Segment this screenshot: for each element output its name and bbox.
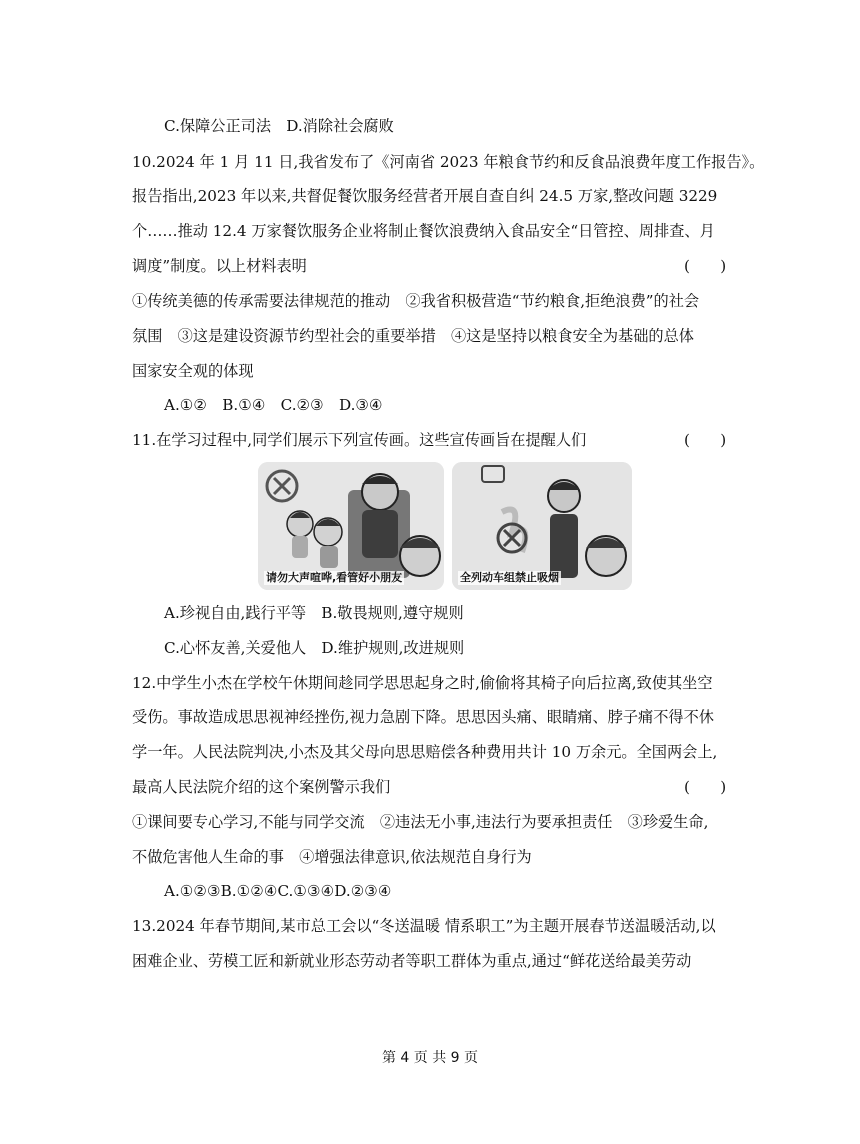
q10-options: A.①② B.①④ C.②③ D.③④: [164, 396, 383, 414]
q12-stem-line-3: 学一年。人民法院判决,小杰及其父母向思思赔偿各种费用共计 10 万余元。全国两会上,: [132, 743, 718, 761]
q10-statement-line-2: 氛围 ③这是建设资源节约型社会的重要举措 ④这是坚持以粮食安全为基础的总体: [132, 327, 694, 345]
q11-options-ab: A.珍视自由,践行平等 B.敬畏规则,遵守规则: [164, 604, 464, 622]
q12-options: A.①②③B.①②④C.①③④D.②③④: [164, 882, 392, 900]
q10-statement-line-3: 国家安全观的体现: [132, 362, 254, 380]
q12-stem-line-4: 最高人民法院介绍的这个案例警示我们: [132, 778, 391, 796]
poster-no-smoking-caption: 全列动车组禁止吸烟: [460, 571, 559, 584]
poster-no-smoking-image: [452, 462, 632, 590]
q12-answer-bracket: ( ): [684, 778, 727, 796]
q10-stem-line-3: 个……推动 12.4 万家餐饮服务企业将制止餐饮浪费纳入食品安全“日管控、周排查、月: [132, 222, 715, 240]
q10-stem-line-2: 报告指出,2023 年以来,共督促餐饮服务经营者开展自查自纠 24.5 万家,整改问题 3229: [132, 187, 718, 205]
page-footer: 第 4 页 共 9 页: [381, 1050, 479, 1066]
q9-options-cd: C.保障公正司法 D.消除社会腐败: [164, 117, 394, 135]
q11-options-cd: C.心怀友善,关爱他人 D.维护规则,改进规则: [164, 639, 465, 657]
q11-stem-line-1: 11.在学习过程中,同学们展示下列宣传画。这些宣传画旨在提醒人们: [132, 431, 587, 449]
q13-stem-line-1: 13.2024 年春节期间,某市总工会以“冬送温暖 情系职工”为主题开展春节送温暖活动,以: [132, 917, 716, 935]
q10-stem-line-1: 10.2024 年 1 月 11 日,我省发布了《河南省 2023 年粮食节约和反食品浪费年度工作报告》。: [132, 153, 765, 171]
q11-answer-bracket: ( ): [684, 431, 727, 449]
q12-statement-line-2: 不做危害他人生命的事 ④增强法律意识,依法规范自身行为: [132, 848, 532, 866]
q13-stem-line-2: 困难企业、劳模工匠和新就业形态劳动者等职工群体为重点,通过“鲜花送给最美劳动: [132, 952, 692, 970]
q12-stem-line-2: 受伤。事故造成思思视神经挫伤,视力急剧下降。思思因头痛、眼睛痛、脖子痛不得不休: [132, 708, 714, 726]
q10-statement-line-1: ①传统美德的传承需要法律规范的推动 ②我省积极营造“节约粮食,拒绝浪费”的社会: [132, 292, 700, 310]
q12-statement-line-1: ①课间要专心学习,不能与同学交流 ②违法无小事,违法行为要承担责任 ③珍爱生命,: [132, 813, 709, 831]
q10-answer-bracket: ( ): [684, 257, 727, 275]
poster-quiet-image: [258, 462, 444, 590]
poster-quiet-caption: 请勿大声喧哗,看管好小朋友: [266, 571, 403, 584]
q10-stem-line-4: 调度”制度。以上材料表明: [132, 257, 307, 275]
q12-stem-line-1: 12.中学生小杰在学校午休期间趁同学思思起身之时,偷偷将其椅子向后拉离,致使其坐空: [132, 674, 713, 692]
